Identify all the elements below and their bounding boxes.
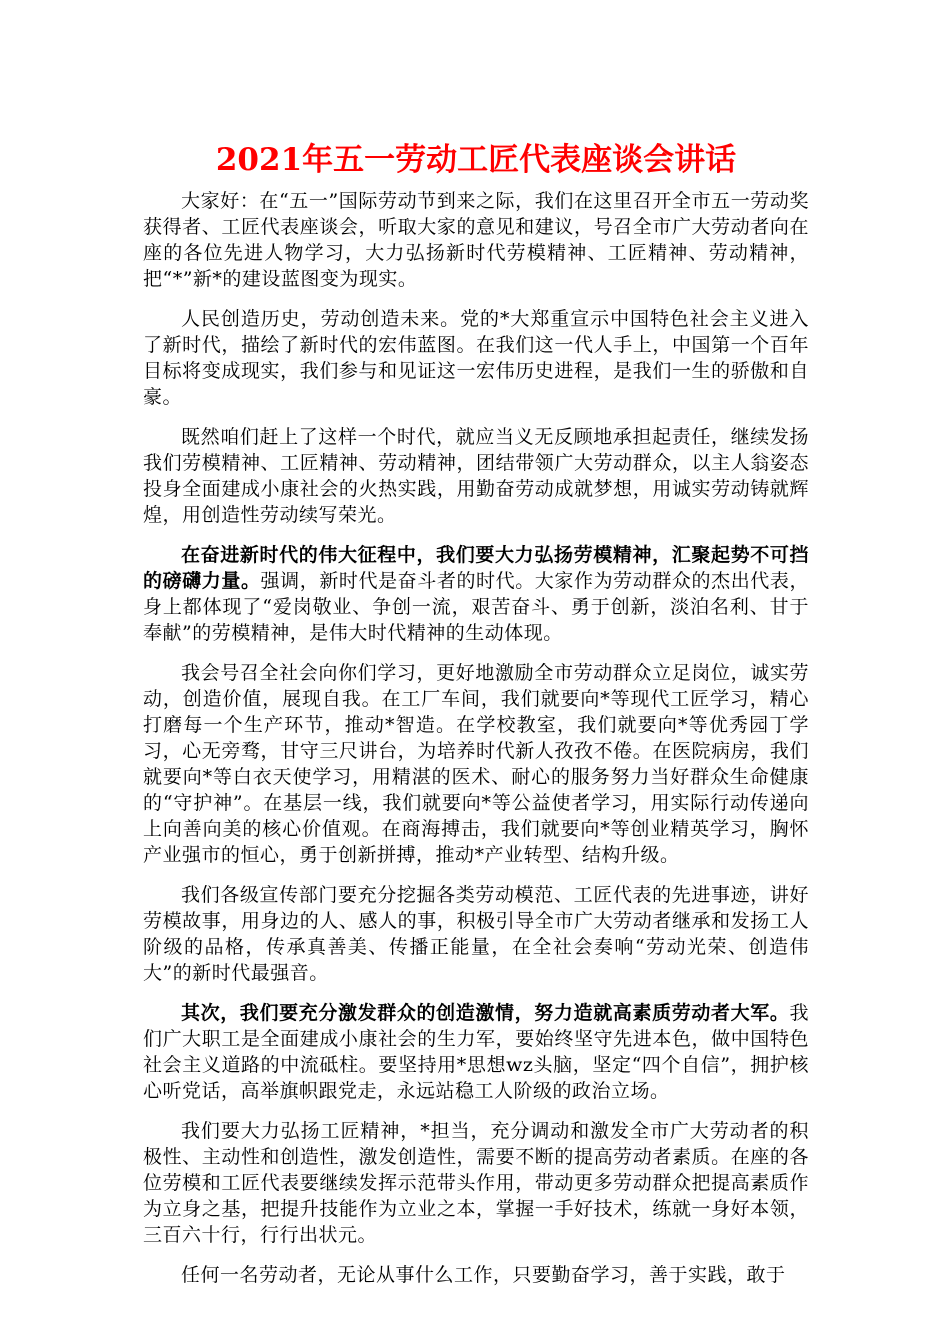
paragraph-8 <box>143 1118 809 1248</box>
paragraph-text: 我会号召全社会向你们学习，更好地激励全市劳动群众立足岗位，诚实劳动，创造价值，展现自我。在工厂车间，我们就要向*等现代工匠学习，精心打磨每一个生产环节，推动*智造。在学校教室，我们就要向*等优秀园丁学习，心无旁骛，甘守三尺讲台，为培养时代新人孜孜不倦。在医院病房，我们就要向*等白衣天使学习，用精湛的医术、耐心的服务努力当好群众生命健康的“守护神”。在基层一线，我们就要向*等公益使者学习，用实际行动传递向上向善向美的核心价值观。在商海搏击，我们就要向*等创业精英学习，胸怀产业强市的恒心，勇于创新拼搏，推动*产业转型、结构升级。 <box>143 662 809 866</box>
paragraph-4 <box>143 542 809 646</box>
paragraph-6 <box>143 882 809 986</box>
paragraph-text: 我们各级宣传部门要充分挖掘各类劳动模范、工匠代表的先进事迹，讲好劳模故事，用身边的人、感人的事，积极引导全市广大劳动者继承和发扬工人阶级的品格，传承真善美、传播正能量，在全社会奏响“劳动光荣、创造伟大”的新时代最强音。 <box>143 884 809 984</box>
paragraph-text: 我们广大职工是全面建成小康社会的生力军，要始终坚守先进本色，做中国特色社会主义道路的中流砥柱。要坚持用*思想wz头脑，坚定“四个自信”，拥护核心听党话，高举旗帜跟党走，永远站稳工人阶级的政治立场。 <box>143 1002 809 1102</box>
paragraph-text: 大家好：在“五一”国际劳动节到来之际，我们在这里召开全市五一劳动奖获得者、工匠代表座谈会，听取大家的意见和建议，号召全市广大劳动者向在座的各位先进人物学习，大力弘扬新时代劳模精神、工匠精神、劳动精神，把“*”新*的建设蓝图变为现实。 <box>143 190 809 290</box>
paragraph-9 <box>143 1262 809 1288</box>
paragraph-2 <box>143 306 809 410</box>
paragraph-3 <box>143 424 809 528</box>
paragraph-1 <box>143 188 809 292</box>
paragraph-text: 任何一名劳动者，无论从事什么工作，只要勤奋学习，善于实践，敢于 <box>181 1264 786 1286</box>
paragraph-text: 强调，新时代是奋斗者的时代。大家作为劳动群众的杰出代表，身上都体现了“爱岗敬业、争创一流，艰苦奋斗、勇于创新，淡泊名利、甘于奉献”的劳模精神，是伟大时代精神的生动体现。 <box>143 570 809 644</box>
document-page <box>143 138 809 1302</box>
paragraph-text: 我们要大力弘扬工匠精神，*担当，充分调动和激发全市广大劳动者的积极性、主动性和创造性，激发创造性，需要不断的提高劳动者素质。在座的各位劳模和工匠代表要继续发挥示范带头作用，带动更多劳动群众把提高素质作为立身之基，把提升技能作为立业之本，掌握一手好技术，练就一身好本领，三百六十行，行行出状元。 <box>143 1120 809 1246</box>
paragraph-5 <box>143 660 809 868</box>
paragraph-7 <box>143 1000 809 1104</box>
paragraph-bold-heading: 在奋进新时代的伟大征程中，我们要大力弘扬劳模精神，汇聚起势不可挡的磅礴力量。 <box>143 544 809 592</box>
document-title: 2021年五一劳动工匠代表座谈会讲话 <box>215 142 737 178</box>
paragraph-text: 既然咱们赶上了这样一个时代，就应当义无反顾地承担起责任，继续发扬我们劳模精神、工匠精神、劳动精神，团结带领广大劳动群众，以主人翁姿态投身全面建成小康社会的火热实践，用勤奋劳动成就梦想，用诚实劳动铸就辉煌，用创造性劳动续写荣光。 <box>143 426 809 526</box>
paragraph-text: 人民创造历史，劳动创造未来。党的*大郑重宣示中国特色社会主义进入了新时代，描绘了新时代的宏伟蓝图。在我们这一代人手上，中国第一个百年目标将变成现实，我们参与和见证这一宏伟历史进程，是我们一生的骄傲和自豪。 <box>143 308 809 408</box>
paragraph-bold-heading: 其次，我们要充分激发群众的创造激情，努力造就高素质劳动者大军。 <box>181 1002 790 1024</box>
